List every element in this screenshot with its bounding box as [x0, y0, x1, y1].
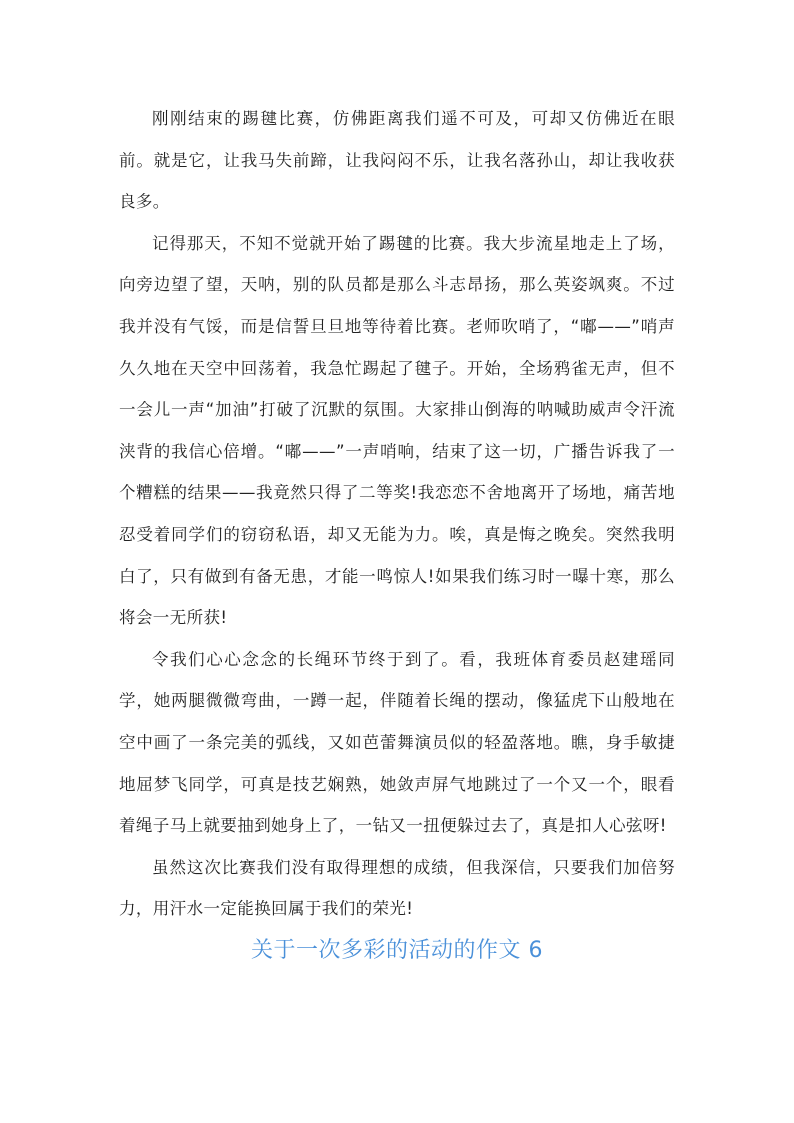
paragraph-2: 记得那天，不知不觉就开始了踢毽的比赛。我大步流星地走上了场，向旁边望了望，天呐，别的队员都是那么斗志昂扬，那么英姿飒爽。不过我并没有气馁，而是信誓旦旦地等待着比赛。老师吹哨了，“嘟——”哨声久久地在天空中回荡着，我急忙踢起了毽子。开始，全场鸦雀无声，但不一会儿一声“加油”打破了沉默的氛围。大家排山倒海的呐喊助威声令汗流浃背的我信心倍增。“嘟——”一声哨响，结束了这一切，广播告诉我了一个糟糕的结果——我竟然只得了二等奖!我恋恋不舍地离开了场地，痛苦地忍受着同学们的窃窃私语，却又无能为力。唉，真是悔之晚矣。突然我明白了，只有做到有备无患，才能一鸣惊人!如果我们练习时一曝十寒，那么将会一无所获!: [119, 233, 675, 628]
paragraph-3: 令我们心心念念的长绳环节终于到了。看，我班体育委员赵建瑶同学，她两腿微微弯曲，一蹲一起，伴随着长绳的摆动，像猛虎下山般地在空中画了一条完美的弧线，又如芭蕾舞演员似的轻盈落地。瞧，身手敏捷地屈梦飞同学，可真是技艺娴熟，她敛声屏气地跳过了一个又一个，眼看着绳子马上就要抽到她身上了，一钻又一扭便躲过去了，真是扣人心弦呀!: [119, 649, 675, 836]
document-body: [119, 98, 675, 966]
section-heading: 关于一次多彩的活动的作文 6: [251, 937, 543, 963]
paragraph-4: 虽然这次比赛我们没有取得理想的成绩，但我深信，只要我们加倍努力，用汗水一定能换回属于我们的荣光!: [119, 857, 675, 919]
paragraph-1: 刚刚结束的踢毽比赛，仿佛距离我们遥不可及，可却又仿佛近在眼前。就是它，让我马失前蹄，让我闷闷不乐，让我名落孙山，却让我收获良多。: [119, 109, 675, 212]
